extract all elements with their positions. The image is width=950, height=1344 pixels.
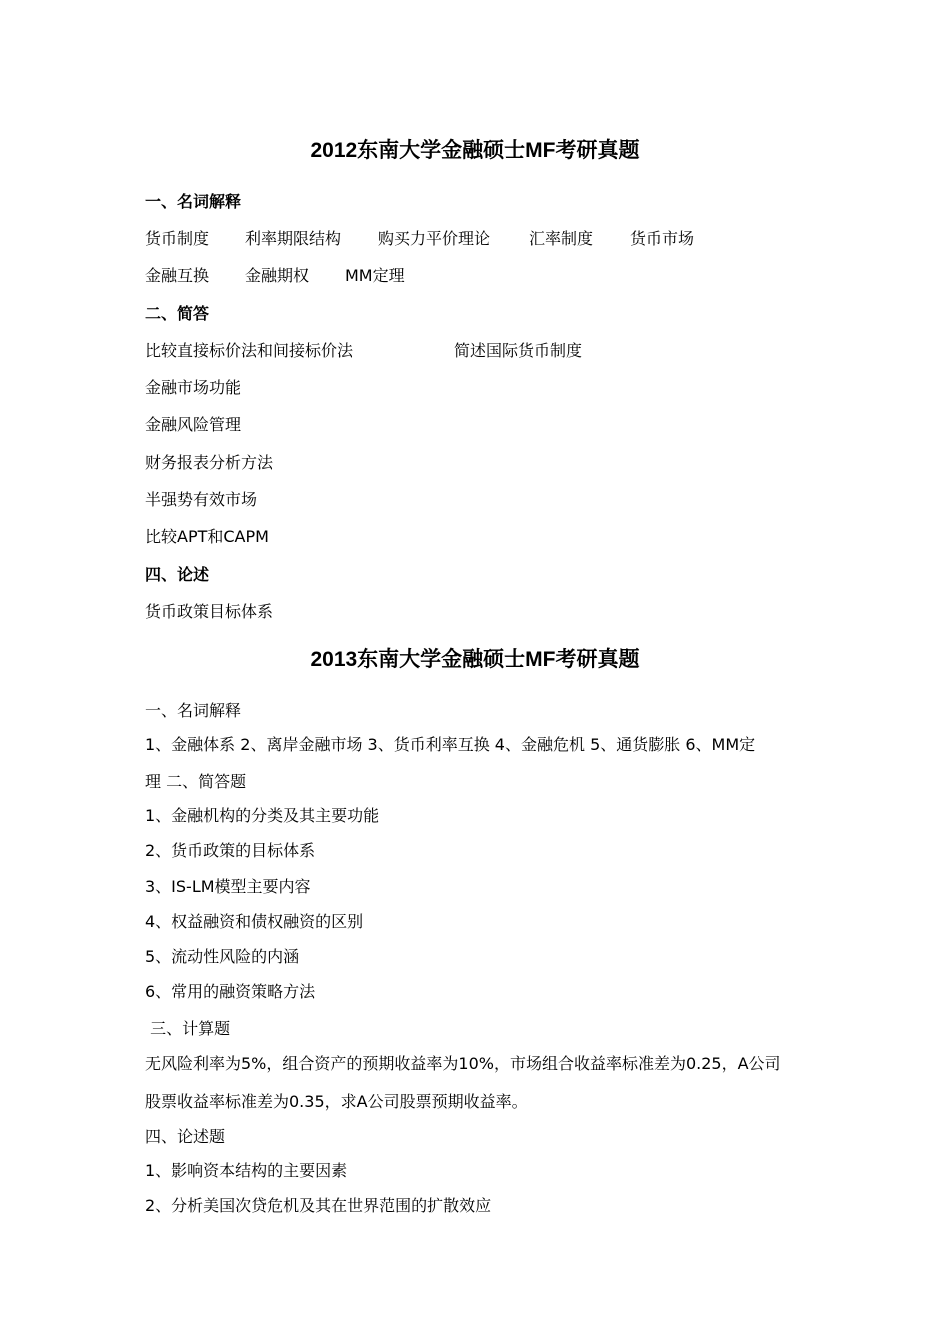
question-item: 简述国际货币制度 [454, 341, 583, 360]
essay-item: 1、影响资本结构的主要因素 [145, 1161, 348, 1180]
terms-line: 理 二、简答题 [145, 772, 247, 791]
term-item: 购买力平价理论 [378, 229, 491, 248]
section-essay-2013: 四、论述题 [145, 1127, 226, 1146]
question-item: 财务报表分析方法 [145, 453, 274, 472]
terms-line: 1、金融体系 2、离岸金融市场 3、货币利率互换 4、金融危机 5、通货膨胀 6、MM定 [145, 735, 756, 754]
calc-line: 无风险利率为5%，组合资产的预期收益率为10%，市场组合收益率标准差为0.25，A公司 [145, 1054, 781, 1073]
question-item: 半强势有效市场 [145, 490, 258, 509]
short-question: 5、流动性风险的内涵 [145, 947, 300, 966]
question-item: 金融风险管理 [145, 415, 242, 434]
essay-item: 货币政策目标体系 [145, 602, 274, 621]
question-item: 比较APT和CAPM [145, 527, 269, 546]
title-2012: 2012东南大学金融硕士MF考研真题 [310, 139, 640, 162]
section-terms-2012: 一、名词解释 [145, 192, 242, 211]
section-calc-2013: 三、计算题 [145, 1019, 231, 1038]
question-item: 金融市场功能 [145, 378, 242, 397]
section-short-2012: 二、简答 [145, 304, 210, 323]
short-question: 4、权益融资和债权融资的区别 [145, 912, 364, 931]
question-item: 比较直接标价法和间接标价法 [145, 341, 354, 360]
term-item: 金融互换 [145, 266, 210, 285]
calc-line: 股票收益率标准差为0.35，求A公司股票预期收益率。 [145, 1092, 528, 1111]
essay-item: 2、分析美国次贷危机及其在世界范围的扩散效应 [145, 1196, 492, 1215]
term-item: MM定理 [345, 266, 405, 285]
short-question: 6、常用的融资策略方法 [145, 982, 316, 1001]
term-item: 利率期限结构 [245, 229, 342, 248]
section-essay-2012: 四、论述 [145, 565, 210, 584]
section-terms-2013: 一、名词解释 [145, 701, 242, 720]
term-item: 货币制度 [145, 229, 210, 248]
term-item: 金融期权 [245, 266, 310, 285]
short-question: 3、IS-LM模型主要内容 [145, 877, 311, 896]
term-item: 汇率制度 [529, 229, 594, 248]
short-question: 1、金融机构的分类及其主要功能 [145, 806, 380, 825]
short-question: 2、货币政策的目标体系 [145, 841, 316, 860]
term-item: 货币市场 [630, 229, 695, 248]
title-2013: 2013东南大学金融硕士MF考研真题 [310, 648, 640, 671]
